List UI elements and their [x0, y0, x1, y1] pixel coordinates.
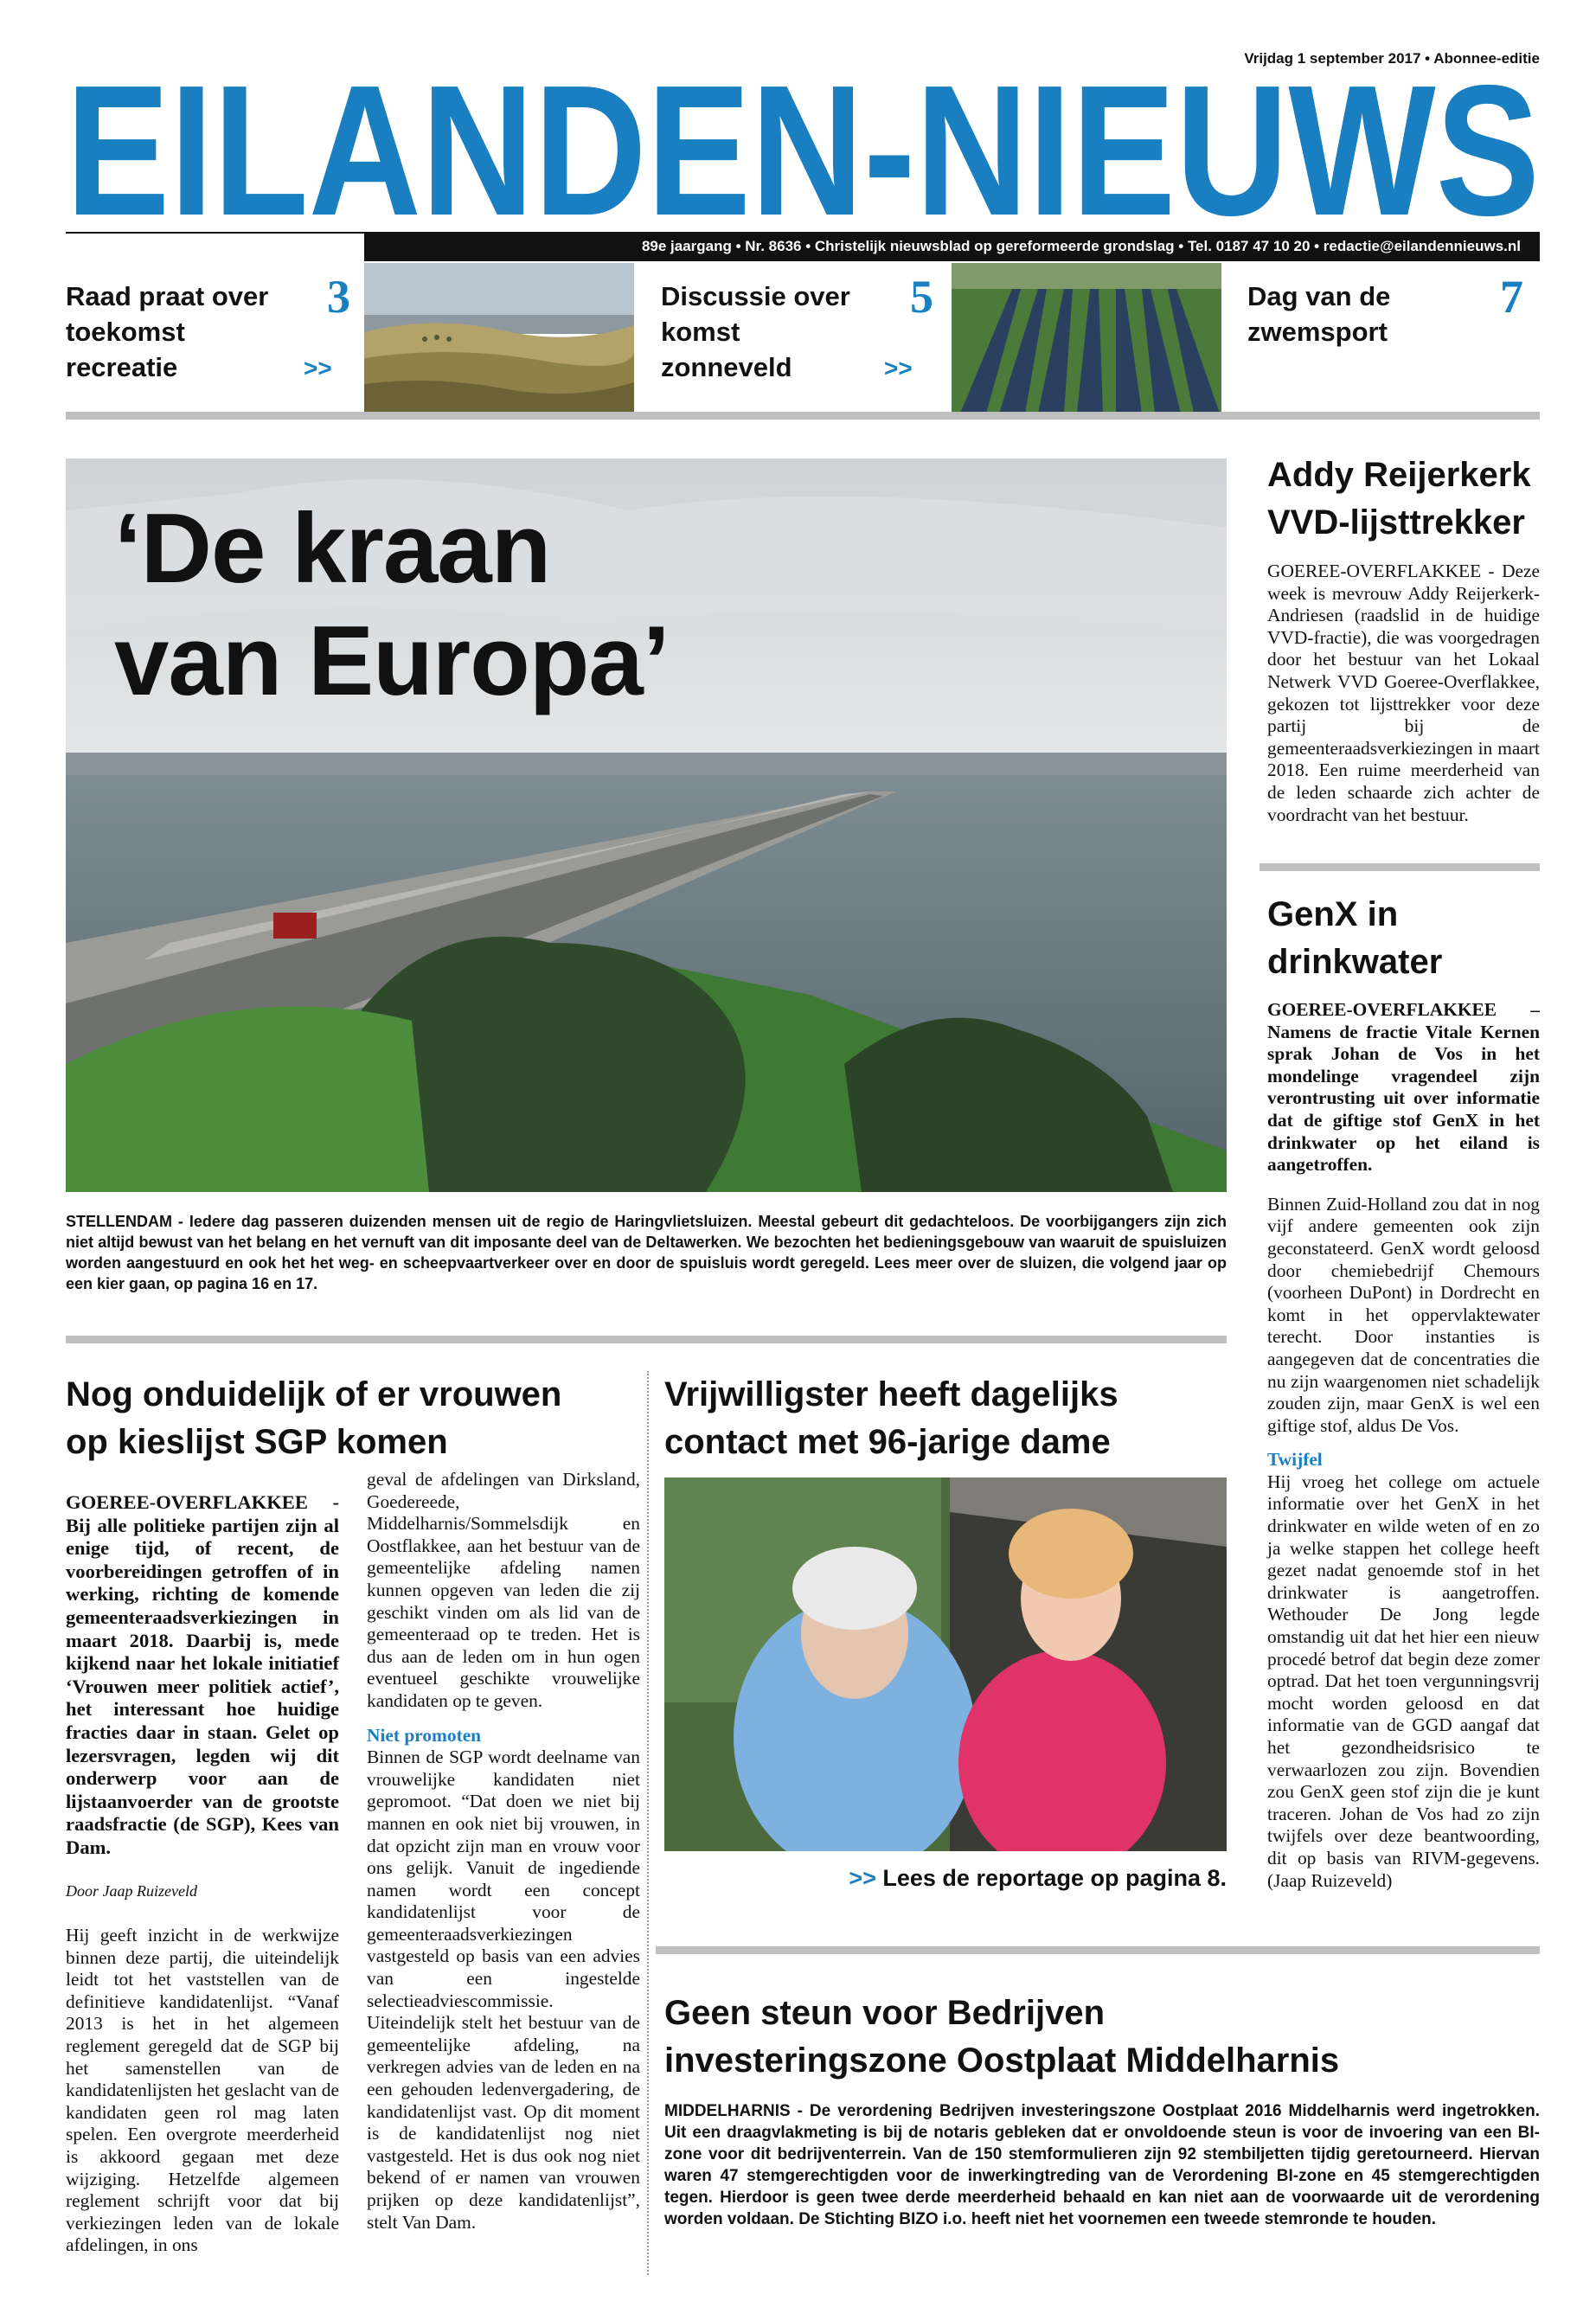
- teaser-arrow: >>: [884, 355, 913, 381]
- sgp-headline-line-1: Nog onduidelijk of er vrouwen: [66, 1375, 562, 1413]
- teaser-zonneveld[interactable]: [661, 271, 952, 413]
- lead-headline-line-2: van Europa’: [114, 606, 670, 716]
- sgp-para-1: Hij geeft inzicht in de werkwijze binnen deze partij, die uiteindelijk leidt tot het vaststellen van de definitieve kandidatenlijst. “Vanaf 2013 is het in het algemeen reglement geregeld dat de SGP bij het samenstellen van de kandidatenlijsten het geslacht van de kandidaten geen rol mag laten spelen. Een overgrote meerderheid is akkoord gegaan met deze wijziging. Hetzelfde algemeen reglement schrijft voor dat bij verkiezingen leden van de lokale afdelingen, in ons: [66, 1925, 339, 2256]
- column-divider: [647, 1371, 650, 2275]
- teaser-arrow: >>: [304, 355, 332, 381]
- teaser-title: Dag van de zwemsport: [1247, 281, 1391, 347]
- sgp-column-1: [66, 1491, 339, 2257]
- masthead-title: EILANDEN-NIEUWS: [66, 76, 1540, 223]
- volunteer-more-arrow: >>: [849, 1865, 876, 1891]
- dateline: Vrijdag 1 september 2017 • Abonnee-editie: [1244, 50, 1540, 67]
- addy-headline[interactable]: [1267, 452, 1540, 547]
- bizo-headline-line-2: investeringszone Oostplaat Middelharnis: [664, 2041, 1340, 2080]
- volunteer-headline-line-1: Vrijwilligster heeft dagelijks: [664, 1375, 1118, 1413]
- info-bar: 89e jaargang • Nr. 8636 • Christelijk nieuwsblad op gereformeerde grondslag • Tel. 0187 47 10 20 • redactie@eilandennieuws.nl: [66, 232, 1540, 261]
- section-rule: [66, 1336, 1227, 1343]
- sgp-headline-line-2: op kieslijst SGP komen: [66, 1423, 448, 1461]
- genx-intro: GOEREE-OVERFLAKKEE – Namens de fractie Vitale Kernen sprak Johan de Vos in het mondelinge vragendeel zijn verontrusting uit over informatie dat de giftige stof GenX in het drinkwater op het eiland is aangetroffen.: [1267, 999, 1540, 1176]
- teaser-page-number: 5: [910, 271, 933, 323]
- genx-subhead: Twijfel: [1267, 1449, 1323, 1471]
- teaser-photo-solar-field[interactable]: [952, 263, 1221, 413]
- sgp-subhead: Niet promoten: [367, 1724, 482, 1746]
- sgp-headline[interactable]: [66, 1371, 654, 1466]
- genx-headline[interactable]: [1267, 891, 1540, 986]
- sgp-column-2: [367, 1469, 640, 2234]
- masthead-logo[interactable]: [66, 76, 1540, 223]
- volunteer-more-link[interactable]: [849, 1865, 1227, 1892]
- sgp-para-3: Binnen de SGP wordt deelname van vrouwelijke kandidaten niet gepromoot. “Dat doen we niet bij mannen en ook niet bij vrouwen, in dat opzicht zijn man en vrouw voor ons gelijk. Vanuit de ingediende namen wordt een concept kandidatenlijst voor de gemeenteraadsverkiezingen vastgesteld op basis van een advies van een ingestelde selectieadviescommissie. Uiteindelijk stelt het bestuur van de gemeentelijke afdeling, na verkregen advies van de leden en na een gehouden ledenvergadering, de kandidatenlijst vast. Op dit moment is de kandidatenlijst nog niet vastgesteld. Het is dus ook nog niet bekend of er namen van vrouwen prijken op deze kandidatenlijst”, stelt Van Dam.: [367, 1747, 640, 2233]
- teaser-zwemsport[interactable]: [1247, 271, 1540, 413]
- addy-headline-line-1: Addy Reijerkerk: [1267, 456, 1531, 494]
- volunteer-more-text: Lees de reportage op pagina 8.: [882, 1865, 1227, 1891]
- volunteer-photo[interactable]: [664, 1477, 1227, 1851]
- sgp-intro: GOEREE-OVERFLAKKEE - Bij alle politieke partijen zijn al enige tijd, of recent, de voorbereidingen getroffen of in werking, richting de komende gemeenteraadsverkiezingen in maart 2018. Daarbij is, mede kijkend naar het lokale initiatief ‘Vrouwen meer politiek actief’, het interessant hoe huidige fracties daar in staan. Gelet op lezersvragen, legden wij dit onderwerp voor aan de lijstaanvoerder van de grootste raadsfractie (de SGP), Kees van Dam.: [66, 1491, 339, 1858]
- sgp-byline: Door Jaap Ruizeveld: [66, 1881, 197, 1900]
- section-rule: [66, 412, 1540, 420]
- teaser-recreatie[interactable]: [66, 271, 364, 413]
- lead-headline-line-1: ‘De kraan: [114, 494, 551, 604]
- lead-caption: STELLENDAM - Iedere dag passeren duizenden mensen uit de regio de Haringvlietsluizen. Meestal gebeurt dit gedachteloos. De voorbijgangers zijn zich niet altijd bewust van het belang en het vernuft van dit imposante deel van de Deltawerken. We bezochten het bedieningsgebouw van waaruit de spuisluizen worden aangestuurd en ook het het weg- en scheepvaartverkeer over en door de spuisluis wordt geregeld. Lees meer over de sluizen, die volgend jaar op een kier gaan, op pagina 16 en 17.: [66, 1213, 1227, 1292]
- sgp-para-2: geval de afdelingen van Dirksland, Goedereede, Middelharnis/Sommelsdijk en Oostflakkee, aan het bestuur van de gemeentelijke afdeling namen kunnen opgeven van leden die zij geschikt vinden om als lid van de gemeenteraad op te treden. Het is dus aan de leden om in hun ogen eventueel geschikte vrouwelijke kandidaten op te geven.: [367, 1469, 640, 1711]
- genx-article: [1267, 999, 1540, 1892]
- info-bar-gap: [66, 232, 364, 261]
- bizo-body: MIDDELHARNIS - De verordening Bedrijven investeringszone Oostplaat 2016 Middelharnis werd ingetrokken. Uit een draagvlakmeting is bij de notaris gebleken dat er onvoldoende steun is voor de invoering van een BI-zone voor dit bedrijventerrein. Van de 150 stemformulieren zijn 92 stembiljetten tijdig geretourneerd. Hiervan waren 47 stemgerechtigden voor de inwerkingtreding van de Verordening BI-zone en 45 stemgerechtigden tegen. Hierdoor is geen twee derde meerderheid behaald en kan niet aan de voorwaarde uit de verordening worden voldaan. De Stichting BIZO i.o. heeft niet het voornemen een tweede stemronde te houden.: [664, 2102, 1540, 2228]
- teaser-title: Raad praat over toekomst recreatie: [66, 281, 269, 382]
- genx-para-1: Binnen Zuid-Holland zou dat in nog vijf andere gemeenten ook zijn geconstateerd. GenX wordt geloosd door chemiebedrijf Chemours (voorheen DuPont) in Dordrecht en komt in het oppervlaktewater terecht. Door instanties is aangegeven dat de concentraties die nu zijn waargenomen niet schadelijk zouden zijn, maar GenX is wel een giftige stof, aldus De Vos.: [1267, 1193, 1540, 1436]
- teaser-photo-dunes[interactable]: [364, 263, 634, 413]
- volunteer-headline-line-2: contact met 96-jarige dame: [664, 1423, 1111, 1461]
- addy-body: GOEREE-OVERFLAKKEE - Deze week is mevrouw Addy Reijerkerk-Andriesen (raadslid in de huidige VVD-fractie), die was voorgedragen door het bestuur van het Lokaal Netwerk VVD Goeree-Overflakkee, gekozen tot lijsttrekker voor deze partij bij de gemeenteraadsverkiezingen in maart 2018. Een ruime meerderheid van de leden schaarde zich achter de voordracht van het bestuur.: [1267, 561, 1540, 825]
- volunteer-headline[interactable]: [664, 1371, 1227, 1466]
- addy-headline-line-2: VVD-lijsttrekker: [1267, 503, 1525, 542]
- genx-headline-line-1: GenX in: [1267, 895, 1399, 933]
- bizo-headline-line-1: Geen steun voor Bedrijven: [664, 1994, 1106, 2032]
- genx-headline-line-2: drinkwater: [1267, 943, 1443, 981]
- lead-headline: [114, 493, 670, 718]
- genx-para-2: Hij vroeg het college om actuele informatie over het GenX in het drinkwater en wilde weten of en zo ja welke stappen het college heeft gezet nadat genoemde stof in het drinkwater is aangetroffen. Wethouder De Jong legde omstandig uit dat het hier een nieuw procedé betrof dat begin deze zomer optrad. Dat het toen vergunningsvrij mocht worden geloosd en dat informatie van de GGD aangaf dat het gezondheidsrisico te verwaarlozen zou zijn. Bovendien zou GenX geen stof zijn die je kunt traceren. Johan de Vos had zo zijn twijfels over deze beantwoording, dit op basis van RIVM-gegevens. (Jaap Ruizeveld): [1267, 1471, 1540, 1891]
- teaser-page-number: 7: [1500, 271, 1523, 323]
- bizo-headline[interactable]: [664, 1990, 1540, 2085]
- teaser-page-number: 3: [327, 271, 350, 323]
- teaser-title: Discussie over komst zonneveld: [661, 281, 850, 382]
- section-rule: [656, 1946, 1540, 1954]
- section-rule: [1259, 863, 1540, 871]
